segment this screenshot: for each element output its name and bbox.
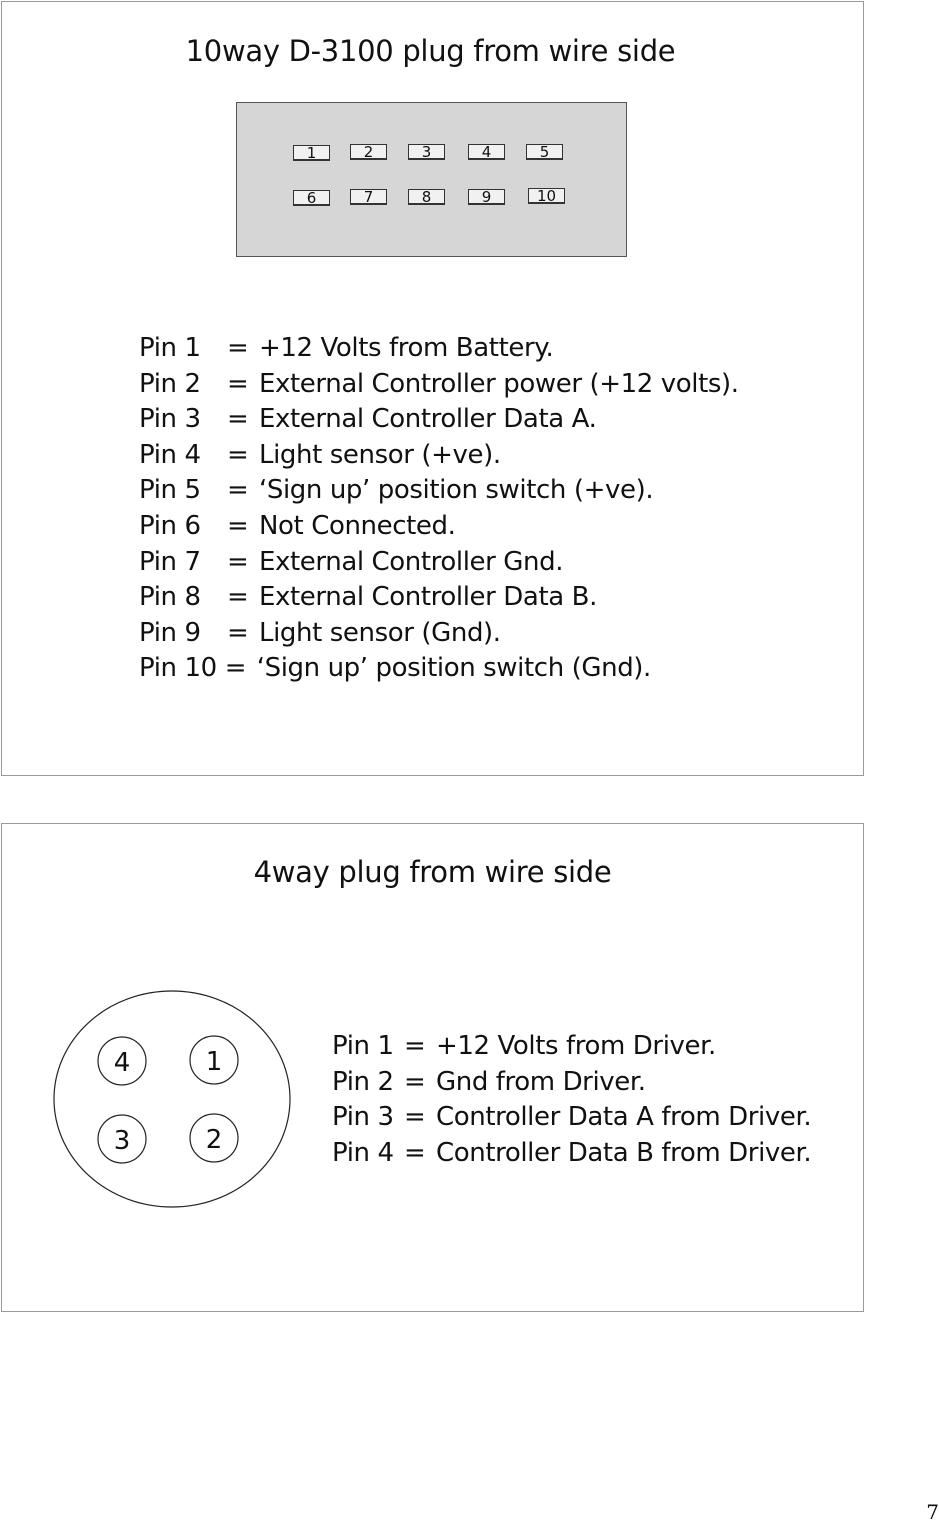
round-plug-diagram <box>52 990 294 1210</box>
pin-label: Pin 9 <box>139 617 201 648</box>
pin-label: Pin 7 <box>139 546 201 577</box>
pin-box-3: 3 <box>408 144 445 160</box>
pin-box-2: 2 <box>350 144 387 160</box>
pin-row <box>139 331 739 367</box>
pin-description: Light sensor (+ve). <box>259 439 501 470</box>
pin-row <box>139 438 739 474</box>
pin-label: Pin 4 <box>332 1137 394 1168</box>
pin-number-2: 2 <box>205 1125 223 1155</box>
title-10way: 10way D-3100 plug from wire side <box>185 34 676 68</box>
pin-row <box>139 616 739 652</box>
pin-box-8: 8 <box>408 189 445 205</box>
pin-label: Pin 1 <box>332 1031 394 1061</box>
pin-label: Pin 3 <box>139 404 201 435</box>
pin-number-3: 3 <box>113 1126 131 1156</box>
equals-sign: = <box>227 546 249 577</box>
equals-sign: = <box>404 1137 426 1168</box>
equals-sign: = <box>227 617 249 648</box>
pin-description: External Controller Data A. <box>259 404 597 435</box>
pin-label: Pin 10 <box>139 653 217 684</box>
pin-label: Pin 6 <box>139 510 201 541</box>
pin-label: Pin 5 <box>139 475 201 506</box>
equals-sign: = <box>404 1066 426 1097</box>
panel-10way-connector <box>1 1 864 776</box>
equals-sign: = <box>227 475 249 506</box>
pin-row <box>332 1029 811 1065</box>
pin-row <box>139 473 739 509</box>
pin-row <box>139 651 739 687</box>
equals-sign: = <box>404 1031 426 1061</box>
pin-description: Controller Data A from Driver. <box>436 1102 812 1133</box>
pin-row <box>332 1100 811 1136</box>
title-4way: 4way plug from wire side <box>253 855 612 889</box>
pin-label: Pin 1 <box>139 333 201 363</box>
equals-sign: = <box>227 439 249 470</box>
pin-row <box>139 367 739 403</box>
equals-sign: = <box>227 368 249 399</box>
pin-list-4way <box>332 1029 811 1171</box>
pin-description: Not Connected. <box>259 510 456 541</box>
pin-description: ‘Sign up’ position switch (Gnd). <box>256 653 651 684</box>
pin-box-5: 5 <box>526 144 563 160</box>
pin-label: Pin 2 <box>139 368 201 399</box>
pin-row <box>139 509 739 545</box>
pin-row <box>332 1136 811 1172</box>
equals-sign: = <box>224 653 247 684</box>
pin-box-9: 9 <box>468 189 505 205</box>
pin-box-7: 7 <box>350 189 387 205</box>
pin-row <box>139 545 739 581</box>
connector-10way-diagram <box>236 102 627 257</box>
page-number: 7 <box>926 1500 939 1524</box>
panel-4way-connector <box>1 823 864 1312</box>
pin-box-1: 1 <box>293 145 330 161</box>
pin-box-10: 10 <box>528 188 565 204</box>
pin-number-1: 1 <box>205 1047 223 1077</box>
pin-description: External Controller Data B. <box>259 582 597 613</box>
pin-description: Controller Data B from Driver. <box>436 1137 812 1168</box>
pin-box-6: 6 <box>293 190 330 206</box>
pin-label: Pin 3 <box>332 1102 394 1133</box>
pin-label: Pin 4 <box>139 439 201 470</box>
plug-outline <box>54 991 290 1207</box>
pin-row <box>139 402 739 438</box>
pin-label: Pin 8 <box>139 582 201 613</box>
pin-label: Pin 2 <box>332 1066 394 1097</box>
pin-row <box>332 1065 811 1101</box>
pin-description: +12 Volts from Driver. <box>436 1031 716 1061</box>
equals-sign: = <box>404 1102 426 1133</box>
pin-description: ‘Sign up’ position switch (+ve). <box>259 475 654 506</box>
pin-description: External Controller Gnd. <box>259 546 564 577</box>
pin-description: External Controller power (+12 volts). <box>259 368 739 399</box>
equals-sign: = <box>227 582 249 613</box>
pin-row <box>139 580 739 616</box>
pin-box-4: 4 <box>468 144 505 160</box>
equals-sign: = <box>227 333 249 363</box>
pin-description: Gnd from Driver. <box>436 1066 646 1097</box>
pin-number-4: 4 <box>113 1048 131 1078</box>
equals-sign: = <box>227 510 249 541</box>
equals-sign: = <box>227 404 249 435</box>
pin-list-10way <box>139 331 739 687</box>
pin-description: Light sensor (Gnd). <box>259 617 501 648</box>
pin-description: +12 Volts from Battery. <box>259 333 554 363</box>
